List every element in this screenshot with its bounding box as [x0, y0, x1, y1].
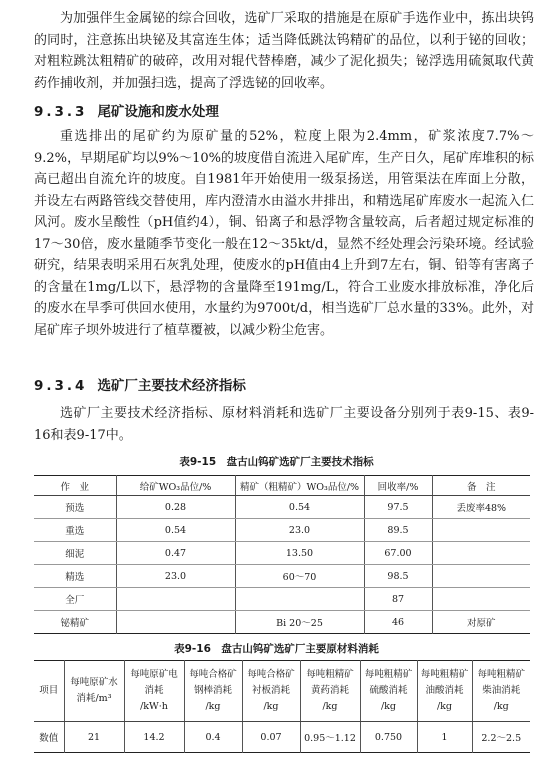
- table-cell: 97.5: [364, 496, 432, 519]
- table-9-16: [34, 660, 530, 753]
- table-cell: [432, 519, 530, 542]
- table-cell: [432, 542, 530, 565]
- header-cell: [124, 661, 184, 722]
- header-cell: [34, 661, 64, 722]
- header-line: /kg: [493, 701, 509, 712]
- table-cell: 0.28: [116, 496, 235, 519]
- header-line: 消耗/m³: [76, 693, 112, 704]
- table-cell: [235, 588, 364, 611]
- header-line: 消耗: [144, 685, 164, 696]
- header-cell: [417, 661, 472, 722]
- header-cell: 备 注: [432, 476, 530, 496]
- table-cell: 87: [364, 588, 432, 611]
- header-line: /kg: [436, 701, 453, 712]
- table-cell: 丢废率48%: [432, 496, 530, 519]
- table-cell: 精选: [34, 565, 116, 588]
- table-header-row: [34, 476, 530, 496]
- header-line: 衬板消耗: [251, 685, 290, 696]
- table-cell: 21: [64, 722, 124, 753]
- table-cell: Bi 20～25: [235, 611, 364, 634]
- section-number: 9.3.4: [34, 378, 88, 394]
- header-line: 每吨合格矿: [189, 669, 237, 680]
- header-line: /kW·h: [140, 701, 168, 712]
- intro-paragraph: 为加强伴生金属铋的综合回收，选矿厂采取的措施是在原矿手选作业中，拣出块钨的同时，注意拣出块铋及其富连生体；适当降低跳汰钨精矿的品位，以利于铋的回收；对粗粒跳汰粗精矿的破碎，改用对辊代替棒磨，减少了泥化损失；铋浮选用硫氮取代黄药作捕收剂，并加强扫选，提高了浮选铋的回收率。: [34, 11, 534, 91]
- table-row: [34, 519, 530, 542]
- table-cell: 14.2: [124, 722, 184, 753]
- table-cell: 23.0: [235, 519, 364, 542]
- row-label: 数值: [34, 722, 64, 753]
- table-row: [34, 722, 530, 753]
- section-title: 尾矿设施和废水处理: [97, 104, 219, 120]
- section-number: 9.3.3: [34, 104, 88, 120]
- table-cell: 对原矿: [432, 611, 530, 634]
- header-line: 每吨粗精矿: [420, 669, 469, 680]
- table-9-16-caption: 表9-16 盘古山钨矿选矿厂主要原材料消耗: [174, 643, 379, 655]
- section-9-3-4-heading: [34, 374, 246, 394]
- table-cell: [116, 588, 235, 611]
- header-line: /kg: [263, 701, 279, 712]
- header-line: /kg: [322, 701, 338, 712]
- table-cell: 1: [417, 722, 472, 753]
- header-line: 项目: [39, 685, 59, 696]
- header-cell: [184, 661, 242, 722]
- table-cell: 细泥: [34, 542, 116, 565]
- table-cell: 0.95～1.12: [300, 722, 360, 753]
- header-cell: 精矿（粗精矿）WO₃品位/%: [235, 476, 364, 496]
- header-cell: [64, 661, 124, 722]
- header-line: 每吨粗精矿: [364, 669, 413, 680]
- table-9-15: [34, 475, 530, 634]
- header-cell: [242, 661, 300, 722]
- table-9-15-caption: 表9-15 盘古山钨矿选矿厂主要技术指标: [179, 456, 374, 468]
- header-line: 黄药消耗: [310, 685, 349, 696]
- table-cell: 13.50: [235, 542, 364, 565]
- table-cell: [116, 611, 235, 634]
- table-cell: 89.5: [364, 519, 432, 542]
- table-cell: 0.54: [235, 496, 364, 519]
- header-cell: 给矿WO₃品位/%: [116, 476, 235, 496]
- header-line: 柴油消耗: [482, 685, 521, 696]
- table-cell: 2.2～2.5: [472, 722, 530, 753]
- header-line: /kg: [380, 701, 397, 712]
- table-cell: 0.54: [116, 519, 235, 542]
- table-row: [34, 565, 530, 588]
- header-cell: [300, 661, 360, 722]
- table-cell: 0.47: [116, 542, 235, 565]
- section-9-3-3-paragraph: 重选排出的尾矿约为原矿量的52%，粒度上限为2.4mm，矿浆浓度7.7%～9.2%，早期尾矿均以9%～10%的坡度借自流进入尾矿库，生产日久，尾矿库堆积的标高已超出自流允许的坡度。自1981年开始使用一级泵扬送，用管渠法在库面上分散，并设左右两路管线交替使用，库内澄清水由溢水井排出，和精选尾矿库废水一起流入仁风河。废水呈酸性（pH值约4），铜、铅离子和悬浮物含量较高，后者超过规定标准的17～30倍，废水量随季节变化一般在12～35kt/d，显然不经处理会污染环境。经试验研究，结果表明采用石灰乳处理，使废水的pH值由4上升到7左右，铜、铅等有害离子的含量在1mg/L以下，悬浮物的含量降至191mg/L，符合工业废水排放标准，净化后的废水在旱季可供回水使用，水量约为9700t/d，相当选矿厂总水量的33%。此外，对尾矿库子坝外坡进行了植草覆被，以减少粉尘危害。: [34, 129, 534, 338]
- section-9-3-4-paragraph: 选矿厂主要技术经济指标、原材料消耗和选矿厂主要设备分别列于表9-15、表9-16和表9-17中。: [34, 406, 534, 443]
- header-line: /kg: [205, 701, 221, 712]
- header-cell: [472, 661, 530, 722]
- table-cell: 46: [364, 611, 432, 634]
- table-row: [34, 542, 530, 565]
- header-line: 每吨原矿电: [130, 669, 178, 680]
- header-line: 钢棒消耗: [193, 685, 232, 696]
- table-cell: 铋精矿: [34, 611, 116, 634]
- header-line: 每吨原矿水: [70, 677, 118, 688]
- header-line: 每吨粗精矿: [306, 669, 354, 680]
- table-cell: 重选: [34, 519, 116, 542]
- table-row: [34, 496, 530, 519]
- header-cell: 作 业: [34, 476, 116, 496]
- table-cell: 预选: [34, 496, 116, 519]
- table-cell: 0.07: [242, 722, 300, 753]
- header-cell: 回收率/%: [364, 476, 432, 496]
- table-cell: 23.0: [116, 565, 235, 588]
- header-line: 油酸消耗: [425, 685, 464, 696]
- table-cell: 0.750: [360, 722, 417, 753]
- table-cell: 60～70: [235, 565, 364, 588]
- table-cell: 67.00: [364, 542, 432, 565]
- header-line: 每吨粗精矿: [477, 669, 525, 680]
- header-cell: [360, 661, 417, 722]
- table-cell: 0.4: [184, 722, 242, 753]
- table-header-row: [34, 661, 530, 722]
- table-cell: 全厂: [34, 588, 116, 611]
- table-row: [34, 588, 530, 611]
- table-cell: [432, 588, 530, 611]
- section-9-3-3-heading: [34, 100, 219, 120]
- table-cell: [432, 565, 530, 588]
- header-line: 每吨合格矿: [247, 669, 295, 680]
- table-row: [34, 611, 530, 634]
- table-cell: 98.5: [364, 565, 432, 588]
- section-title: 选矿厂主要技术经济指标: [97, 378, 246, 394]
- header-line: 硫酸消耗: [369, 685, 408, 696]
